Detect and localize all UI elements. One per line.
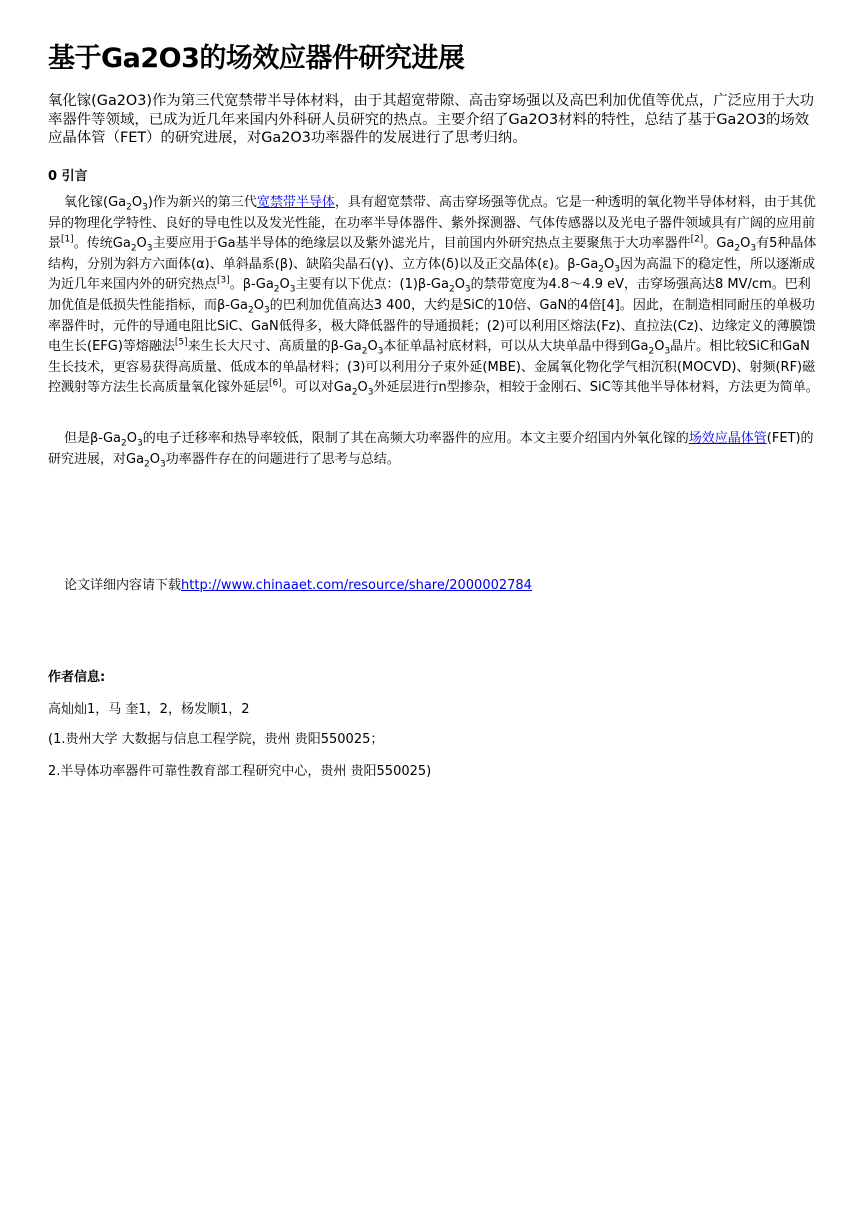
reference-5: [5] — [174, 337, 188, 348]
download-line — [64, 574, 532, 593]
download-link[interactable]: http://www.chinaaet.com/resource/share/2000002784 — [181, 578, 532, 593]
page-title: 基于Ga2O3的场效应器件研究进展 — [48, 43, 465, 74]
intro-paragraph-2: 但是$\beta-Ga_2O_3$的电子迁移率和热导率较低，限制了其在高频大功率器件的应用。本文主要介绍国内外氧化镓的场效应晶体管(FET)的研究进展，对$Ga_2O_3$功率器件存在的问题进行了思考与总结。 — [48, 431, 814, 470]
download-label: 论文详细内容请下载 — [64, 578, 182, 593]
reference-1: [1] — [61, 234, 74, 245]
author-names: 高灿灿1，马 奎1，2，杨发顺1，2 — [48, 702, 250, 717]
author-info-heading: 作者信息: — [48, 670, 106, 685]
intro-paragraph-1: 氧化镓$(Ga_2O_3)$作为新兴的第三代宽禁带半导体，具有超宽禁带、高击穿场强等优点。它是一种透明的氧化物半导体材料，由于其优异的物理化学特性、良好的导电性以及发光性能，在功率半导体器件、紫外探测器、气体传感器以及光电子器件领域具有广阔的应用前景[1]。传统$Ga_2O_3$主要应用于Ga基半导体的绝缘层以及紫外滤光片，目前国内外研究热点主要聚焦于大功率器件[2]。$Ga_2O_3$有5种晶体结构，分别为斜方六面体(α)、单斜晶系(β)、缺陷尖晶石(γ)、立方体(δ)以及正交晶体(ε)。$\beta-Ga_2O_3$因为高温下的稳定性，所以逐渐成为近几年来国内外的研究热点[3]。$\beta-Ga_2O_3$主要有以下优点：$(1)\beta-Ga_2O_3$的禁带宽度为4.8～4.9 eV，击穿场强高达8 MV/cm。巴利加优值是低损失性能指标，而$\beta-Ga_2O_3$的巴利加优值高达3 400，大约是SiC的10倍、GaN的4倍[4]。因此，在制造相同耐压的单极功率器件时，元件的导通电阻比SiC、GaN低得多，极大降低器件的导通损耗；(2)可以利用区熔法(Fz)、直拉法(Cz)、边缘定义的薄膜馈电生长(EFG)等熔融法[5]来生长大尺寸、高质量的$\beta-Ga_2O_3$本征单晶衬底材料，可以从大块单晶中得到$Ga_2O_3$晶片。相比较SiC和GaN生长技术，更容易获得高质量、低成本的单晶材料；(3)可以利用分子束外延(MBE)、金属氧化物化学气相沉积(MOCVD)、射频(RF)磁控溅射等方法生长高质量氧化镓外延层[6]。可以对$Ga_2O_3$外延层进行n型掺杂，相较于金刚石、SiC等其他半导体材料，方法更为简单。 — [48, 195, 819, 398]
reference-2: [2] — [690, 234, 704, 245]
link-wide-bandgap-semiconductor[interactable]: 宽禁带半导体 — [256, 195, 335, 210]
section-heading: 0 引言 — [48, 169, 88, 184]
link-field-effect-transistor[interactable]: 场效应晶体管 — [688, 431, 767, 446]
reference-6: [6] — [269, 379, 282, 390]
affiliation-2: 2.半导体功率器件可靠性教育部工程研究中心，贵州 贵阳550025) — [48, 764, 432, 779]
abstract: 氧化镓(Ga2O3)作为第三代宽禁带半导体材料，由于其超宽带隙、高击穿场强以及高巴利加优值等优点，广泛应用于大功率器件等领域，已成为近几年来国内外科研人员研究的热点。主要介绍了Ga2O3材料的特性，总结了基于Ga2O3的场效应晶体管（FET）的研究进展，对Ga2O3功率器件的发展进行了思考归纳。 — [48, 93, 814, 146]
reference-3: [3] — [217, 276, 230, 287]
affiliation-1: (1.贵州大学 大数据与信息工程学院，贵州 贵阳550025； — [48, 732, 384, 747]
